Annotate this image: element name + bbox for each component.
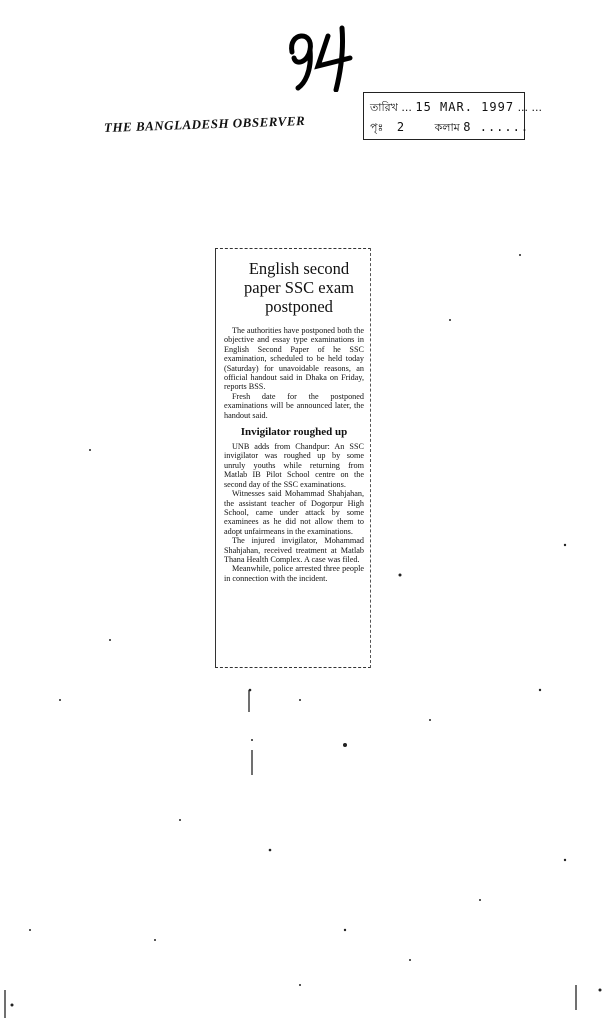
newspaper-name: THE BANGLADESH OBSERVER [103, 112, 306, 135]
article-paragraph: Fresh date for the postponed examinations will be announced later, the handout said. [224, 391, 364, 420]
svg-text:34: 34 [284, 22, 285, 23]
article-paragraph: Witnesses said Mohammad Shahjahan, the assistant teacher of Dogorpur High School, came under attack by some examinees as he did not allow them to adopt unfairmeans in the examinations. [224, 489, 364, 536]
date-stamp [363, 92, 543, 140]
article-subheading: Invigilator roughed up [240, 426, 348, 439]
stamp-page-value: 2 [396, 120, 406, 134]
stamp-date-value: 15 MAR. 1997 [415, 100, 515, 114]
article-paragraph: UNB adds from Chandpur: An SSC invigilator was roughed up by some unruly youths while returning from Matlab IB Pilot School centre on the second day of the SSC examinations. [224, 442, 364, 489]
stamp-date-trail: ... ... [517, 101, 543, 114]
stamp-page-row [370, 119, 529, 138]
article-paragraph: The authorities have postponed both the objective and essay type examinations in English Second Paper of he SSC examination, scheduled to be held today (Saturday) for unavoidable reasons, an official handout said in Dhaka on Friday, reports BSS. [224, 326, 364, 392]
article-paragraph: Meanwhile, police arrested three people in connection with the incident. [224, 564, 364, 583]
stamp-column-value: 8 ...... [463, 120, 530, 134]
handwritten-page-number [284, 22, 364, 92]
stamp-date-label: তারিখ ... [370, 101, 412, 114]
article-body [224, 326, 364, 583]
news-clipping [215, 248, 371, 668]
stamp-page-label: পৃঃ [370, 121, 384, 134]
stamp-date-row [370, 99, 542, 118]
article-headline: English second paper SSC exam postponed [244, 259, 354, 316]
stamp-column-label: কলাম [434, 121, 460, 134]
article-paragraph: The injured invigilator, Mohammad Shahjahan, received treatment at Matlab Thana Health Complex. A case was filed. [224, 536, 364, 564]
